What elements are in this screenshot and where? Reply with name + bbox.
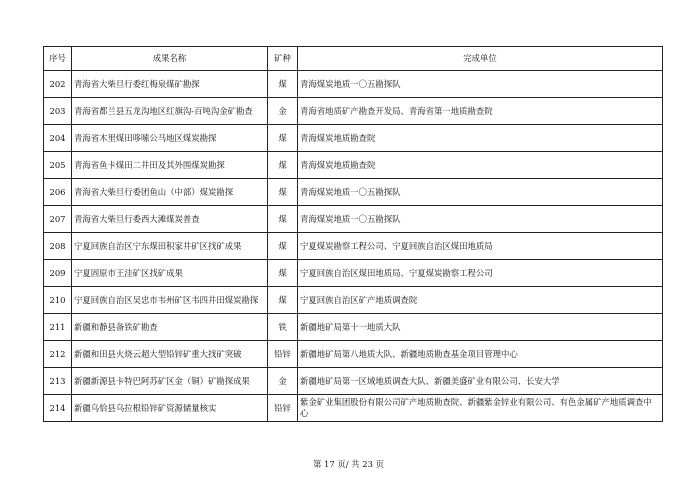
row-result-name: 新疆和田县火烧云超大型铅锌矿重大找矿突破 — [72, 341, 268, 368]
table-row — [44, 152, 663, 179]
row-unit: 宁夏回族自治区煤田地质局、宁夏煤炭勘察工程公司 — [298, 260, 663, 287]
table-row — [44, 368, 663, 395]
table-row — [44, 260, 663, 287]
table-row — [44, 206, 663, 233]
row-serial: 207 — [44, 206, 72, 233]
row-serial: 209 — [44, 260, 72, 287]
row-unit: 青海省地质矿产勘查开发局、青海省第一地质勘查院 — [298, 98, 663, 125]
header-unit: 完成单位 — [298, 47, 663, 71]
row-result-name: 青海省鱼卡煤田二井田及其外围煤炭勘探 — [72, 152, 268, 179]
row-mineral: 煤 — [268, 125, 298, 152]
row-result-name: 宁夏固原市王洼矿区找矿成果 — [72, 260, 268, 287]
row-unit: 青海煤炭地质勘查院 — [298, 152, 663, 179]
row-unit: 紫金矿业集团股份有限公司矿产地质勘查院、新疆紫金锌业有限公司、有色金属矿产地质调查中心 — [298, 395, 663, 422]
row-serial: 214 — [44, 395, 72, 422]
row-serial: 210 — [44, 287, 72, 314]
results-table — [43, 46, 663, 422]
row-serial: 213 — [44, 368, 72, 395]
row-unit: 宁夏煤炭勘察工程公司、宁夏回族自治区煤田地质局 — [298, 233, 663, 260]
row-result-name: 青海省大柴旦行委西大滩煤炭普查 — [72, 206, 268, 233]
row-mineral: 铁 — [268, 314, 298, 341]
row-result-name: 青海省大柴旦行委团鱼山（中部）煤炭勘探 — [72, 179, 268, 206]
table-row — [44, 395, 663, 422]
row-unit: 宁夏回族自治区矿产地质调查院 — [298, 287, 663, 314]
table-row — [44, 341, 663, 368]
row-serial: 208 — [44, 233, 72, 260]
row-unit: 青海煤炭地质勘查院 — [298, 125, 663, 152]
row-unit: 青海煤炭地质一〇五勘探队 — [298, 71, 663, 98]
row-unit: 青海煤炭地质一〇五勘探队 — [298, 179, 663, 206]
table-row — [44, 71, 663, 98]
header-serial: 序号 — [44, 47, 72, 71]
row-unit: 新疆地矿局第十一地质大队 — [298, 314, 663, 341]
table-row — [44, 98, 663, 125]
row-mineral: 铅锌 — [268, 395, 298, 422]
row-result-name: 青海省木里煤田哆嗦公马地区煤炭勘探 — [72, 125, 268, 152]
row-result-name: 宁夏回族自治区宁东煤田积家井矿区找矿成果 — [72, 233, 268, 260]
row-mineral: 煤 — [268, 179, 298, 206]
row-serial: 205 — [44, 152, 72, 179]
table-header-row — [44, 47, 663, 71]
row-result-name: 宁夏回族自治区吴忠市韦州矿区韦四井田煤炭勘探 — [72, 287, 268, 314]
row-result-name: 新疆乌恰县乌拉根铅锌矿资源储量核实 — [72, 395, 268, 422]
row-mineral: 煤 — [268, 260, 298, 287]
row-serial: 212 — [44, 341, 72, 368]
row-result-name: 新疆新源县卡特巴阿苏矿区金（铜）矿勘探成果 — [72, 368, 268, 395]
row-mineral: 煤 — [268, 206, 298, 233]
row-unit: 新疆地矿局第一区域地质调查大队、新疆美盛矿业有限公司、长安大学 — [298, 368, 663, 395]
row-serial: 211 — [44, 314, 72, 341]
row-result-name: 青海省大柴旦行委红梅泉煤矿勘探 — [72, 71, 268, 98]
row-mineral: 煤 — [268, 71, 298, 98]
row-mineral: 煤 — [268, 152, 298, 179]
row-serial: 202 — [44, 71, 72, 98]
row-mineral: 煤 — [268, 287, 298, 314]
row-result-name: 青海省都兰县五龙沟地区红旗沟-百吨沟金矿勘查 — [72, 98, 268, 125]
row-mineral: 铅锌 — [268, 341, 298, 368]
page-footer: 第 17 页/ 共 23 页 — [313, 459, 384, 469]
header-mineral: 矿种 — [268, 47, 298, 71]
table-row — [44, 314, 663, 341]
row-result-name: 新疆和静县备铁矿勘查 — [72, 314, 268, 341]
table-row — [44, 287, 663, 314]
row-mineral: 金 — [268, 98, 298, 125]
header-result-name: 成果名称 — [72, 47, 268, 71]
row-mineral: 金 — [268, 368, 298, 395]
row-serial: 206 — [44, 179, 72, 206]
row-serial: 203 — [44, 98, 72, 125]
table-row — [44, 179, 663, 206]
row-unit: 青海煤炭地质一〇五勘探队 — [298, 206, 663, 233]
row-serial: 204 — [44, 125, 72, 152]
table-row — [44, 233, 663, 260]
row-unit: 新疆地矿局第八地质大队、新疆地质勘查基金项目管理中心 — [298, 341, 663, 368]
row-mineral: 煤 — [268, 233, 298, 260]
table-row — [44, 125, 663, 152]
